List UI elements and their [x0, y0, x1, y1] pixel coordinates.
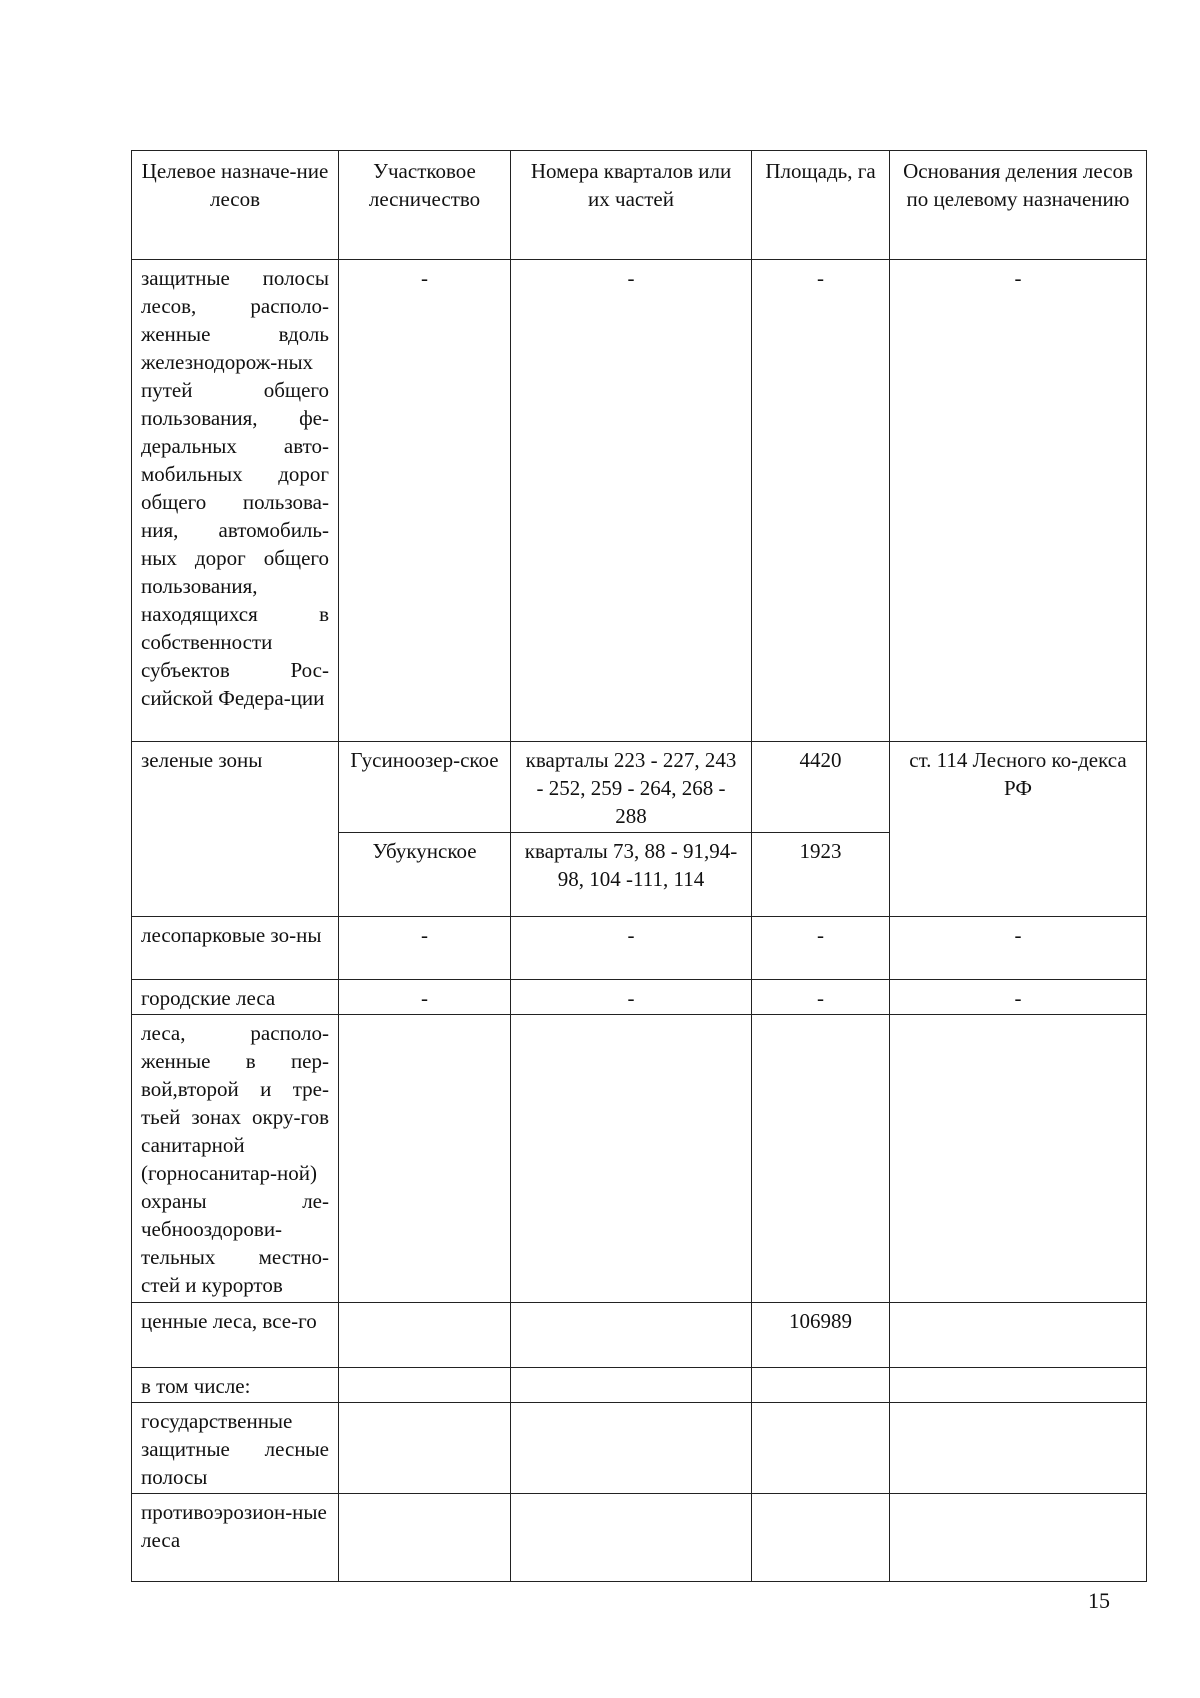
purpose-cell: лесопарковые зо-ны [132, 917, 339, 980]
quarters-cell [511, 1494, 752, 1582]
table-row [132, 1368, 1147, 1403]
forest-purpose-table [131, 150, 1147, 1582]
area-cell [752, 1368, 890, 1403]
table-row [132, 1494, 1147, 1582]
quarters-cell: - [511, 917, 752, 980]
header-basis: Основания деления лесов по целевому назначению [890, 151, 1147, 260]
quarters-cell [511, 1403, 752, 1494]
quarters-cell: - [511, 260, 752, 742]
area-cell: - [752, 260, 890, 742]
table-header-row [132, 151, 1147, 260]
forestry-cell: - [339, 260, 511, 742]
area-cell [752, 1015, 890, 1303]
quarters-cell: - [511, 980, 752, 1015]
area-cell: - [752, 917, 890, 980]
table-row [132, 742, 1147, 833]
forestry-cell [339, 1403, 511, 1494]
table-row [132, 1015, 1147, 1303]
forestry-cell: - [339, 917, 511, 980]
basis-cell: - [890, 980, 1147, 1015]
forestry-cell: Гусиноозер-ское [339, 742, 511, 833]
area-cell: 4420 [752, 742, 890, 833]
table-row [132, 917, 1147, 980]
area-cell: 1923 [752, 833, 890, 917]
table-row [132, 1303, 1147, 1368]
basis-cell [890, 1403, 1147, 1494]
forestry-cell [339, 1494, 511, 1582]
basis-cell: - [890, 260, 1147, 742]
basis-cell: - [890, 917, 1147, 980]
forestry-cell [339, 1368, 511, 1403]
table-row [132, 1403, 1147, 1494]
area-cell [752, 1403, 890, 1494]
quarters-cell [511, 1368, 752, 1403]
basis-cell [890, 1494, 1147, 1582]
purpose-cell: зеленые зоны [132, 742, 339, 917]
quarters-cell: кварталы 73, 88 - 91,94-98, 104 -111, 114 [511, 833, 752, 917]
header-forestry: Участковое лесничество [339, 151, 511, 260]
forestry-cell [339, 1015, 511, 1303]
purpose-cell: ценные леса, все-го [132, 1303, 339, 1368]
page-number: 15 [1088, 1588, 1110, 1613]
quarters-cell: кварталы 223 - 227, 243 - 252, 259 - 264, 268 - 288 [511, 742, 752, 833]
area-cell [752, 1494, 890, 1582]
purpose-cell: противоэрозион-ные леса [132, 1494, 339, 1582]
basis-cell: ст. 114 Лесного ко-декса РФ [890, 742, 1147, 917]
purpose-cell: городские леса [132, 980, 339, 1015]
header-quarters: Номера кварталов или их частей [511, 151, 752, 260]
forestry-cell: - [339, 980, 511, 1015]
area-cell: 106989 [752, 1303, 890, 1368]
forestry-cell [339, 1303, 511, 1368]
area-cell: - [752, 980, 890, 1015]
forestry-cell: Убукунское [339, 833, 511, 917]
table-row [132, 980, 1147, 1015]
quarters-cell [511, 1015, 752, 1303]
purpose-cell: леса, располо-женные в пер-вой,второй и тре-тьей зонах окру-гов санитарной (горносанитар-ной) охраны ле-чебнооздорови-тельных местно-стей и курортов [132, 1015, 339, 1303]
purpose-cell: в том числе: [132, 1368, 339, 1403]
header-area: Площадь, га [752, 151, 890, 260]
basis-cell [890, 1015, 1147, 1303]
header-purpose: Целевое назначе-ние лесов [132, 151, 339, 260]
purpose-cell: защитные полосы лесов, располо-женные вдоль железнодорож-ных путей общего пользования, фе-деральных авто-мобильных дорог общего пользова-ния, автомобиль-ных дорог общего пользования, находящихся в собственности субъектов Рос-сийской Федера-ции [132, 260, 339, 742]
basis-cell [890, 1368, 1147, 1403]
quarters-cell [511, 1303, 752, 1368]
table-row [132, 260, 1147, 742]
purpose-cell: государственные защитные лесные полосы [132, 1403, 339, 1494]
basis-cell [890, 1303, 1147, 1368]
